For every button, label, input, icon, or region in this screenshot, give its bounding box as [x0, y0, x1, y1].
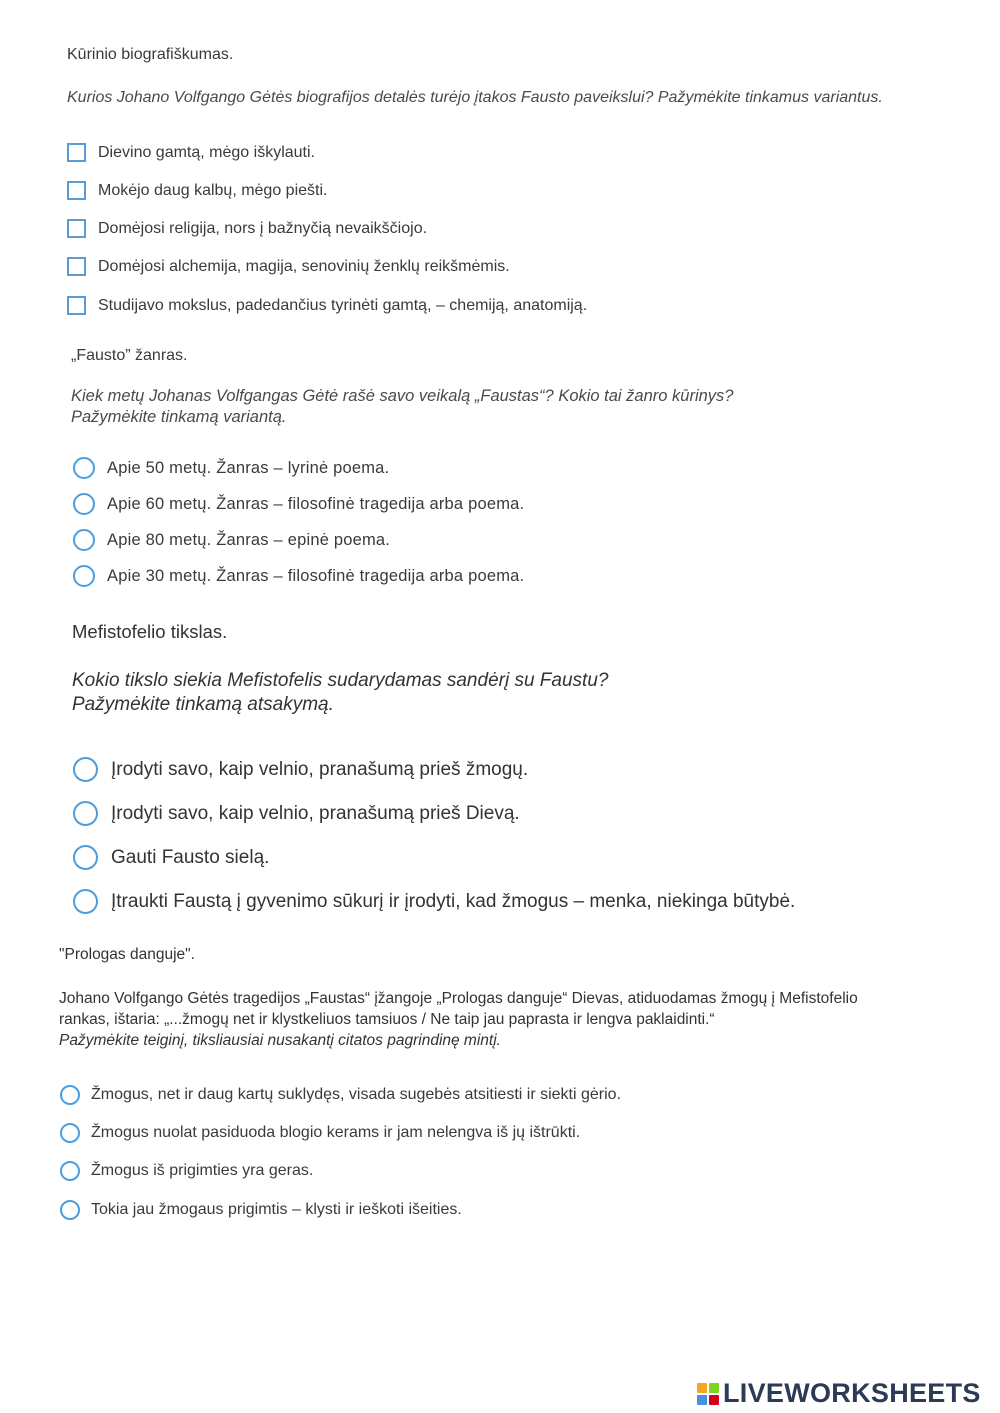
- section1-question: Kurios Johano Volfgango Gėtės biografijos detalės turėjo įtakos Fausto paveikslui? Pažymėkite tinkamus variantus.: [67, 89, 883, 106]
- section4-title: "Prologas danguje".: [59, 946, 195, 963]
- section4-question: Pažymėkite teiginį, tiksliausiai nusakantį citatos pagrindinę mintį.: [59, 1032, 501, 1049]
- option-label: Mokėjo daug kalbų, mėgo piešti.: [98, 181, 328, 199]
- option-label: Dievino gamtą, mėgo iškylauti.: [98, 143, 315, 161]
- radio-button[interactable]: [73, 529, 95, 551]
- text-line: Johano Volfgango Gėtės tragedijos „Faustas“ įžangoje „Prologas danguje“ Dievas, atiduodamas žmogų į Mefistofelio: [59, 990, 858, 1007]
- radio-option-1[interactable]: [73, 457, 389, 479]
- section2-question: [71, 386, 733, 428]
- radio-option-3[interactable]: [73, 845, 269, 870]
- checkbox[interactable]: [67, 296, 86, 315]
- radio-button[interactable]: [60, 1161, 80, 1181]
- checkbox[interactable]: [67, 219, 86, 238]
- radio-option-4[interactable]: [60, 1200, 462, 1220]
- option-label: Gauti Fausto sielą.: [111, 846, 270, 868]
- radio-button[interactable]: [60, 1200, 80, 1220]
- option-label: Apie 50 metų. Žanras – lyrinė poema.: [107, 458, 390, 477]
- section4-text: [59, 988, 858, 1051]
- radio-button[interactable]: [73, 801, 98, 826]
- logo-square: [709, 1395, 719, 1405]
- radio-button[interactable]: [73, 889, 98, 914]
- radio-option-2[interactable]: [73, 493, 524, 515]
- radio-option-1[interactable]: [60, 1085, 621, 1105]
- option-label: Žmogus, net ir daug kartų suklydęs, visada sugebės atsitiesti ir siekti gėrio.: [91, 1086, 622, 1103]
- option-label: Apie 60 metų. Žanras – filosofinė tragedija arba poema.: [107, 494, 525, 513]
- option-label: Įrodyti savo, kaip velnio, pranašumą prieš Dievą.: [111, 802, 520, 824]
- radio-option-3[interactable]: [73, 529, 390, 551]
- logo-text: LIVEWORKSHEETS: [723, 1378, 981, 1408]
- checkbox-option-3[interactable]: [67, 219, 427, 238]
- radio-button[interactable]: [60, 1085, 80, 1105]
- radio-button[interactable]: [60, 1123, 80, 1143]
- radio-option-2[interactable]: [60, 1123, 580, 1143]
- radio-button[interactable]: [73, 757, 98, 782]
- radio-option-4[interactable]: [73, 889, 795, 914]
- checkbox[interactable]: [67, 257, 86, 276]
- liveworksheets-logo: [697, 1378, 981, 1409]
- section1-title: Kūrinio biografiškumas.: [67, 46, 234, 63]
- option-label: Domėjosi religija, nors į bažnyčią nevaikščiojo.: [98, 219, 428, 237]
- option-label: Domėjosi alchemija, magija, senovinių ženklų reikšmėmis.: [98, 257, 510, 275]
- option-label: Studijavo mokslus, padedančius tyrinėti gamtą, – chemiją, anatomiją.: [98, 296, 588, 314]
- radio-button[interactable]: [73, 457, 95, 479]
- question-line: Kiek metų Johanas Volfgangas Gėtė rašė savo veikalą „Faustas“? Kokio tai žanro kūrinys?: [71, 387, 734, 405]
- radio-button[interactable]: [73, 493, 95, 515]
- radio-button[interactable]: [73, 565, 95, 587]
- checkbox[interactable]: [67, 143, 86, 162]
- option-label: Žmogus iš prigimties yra geras.: [91, 1162, 314, 1179]
- option-label: Įtraukti Faustą į gyvenimo sūkurį ir įrodyti, kad žmogus – menka, niekinga būtybė.: [111, 890, 796, 912]
- question-line: Pažymėkite tinkamą atsakymą.: [72, 694, 334, 715]
- question-line: Kokio tikslo siekia Mefistofelis sudarydamas sandėrį su Faustu?: [72, 670, 609, 691]
- option-label: Apie 80 metų. Žanras – epinė poema.: [107, 530, 391, 549]
- option-label: Apie 30 metų. Žanras – filosofinė tragedija arba poema.: [107, 566, 525, 585]
- logo-square: [697, 1395, 707, 1405]
- radio-option-2[interactable]: [73, 801, 520, 826]
- option-label: Tokia jau žmogaus prigimtis – klysti ir ieškoti išeities.: [91, 1201, 462, 1218]
- logo-square: [697, 1383, 707, 1393]
- checkbox[interactable]: [67, 181, 86, 200]
- text-line: rankas, ištaria: „...žmogų net ir klystkeliuos tamsiuos / Ne taip jau paprasta ir lengva paklaidinti.“: [59, 1011, 715, 1028]
- radio-option-4[interactable]: [73, 565, 524, 587]
- section3-question: [72, 669, 608, 717]
- checkbox-option-5[interactable]: [67, 296, 587, 315]
- radio-button[interactable]: [73, 845, 98, 870]
- option-label: Žmogus nuolat pasiduoda blogio kerams ir jam nelengva iš jų ištrūkti.: [91, 1124, 581, 1141]
- question-line: Pažymėkite tinkamą variantą.: [71, 408, 287, 426]
- section3-title: Mefistofelio tikslas.: [72, 621, 228, 642]
- checkbox-option-4[interactable]: [67, 257, 510, 276]
- section2-title: „Fausto” žanras.: [71, 347, 188, 364]
- logo-square: [709, 1383, 719, 1393]
- logo-mark-icon: [697, 1383, 719, 1405]
- checkbox-option-2[interactable]: [67, 181, 327, 200]
- radio-option-3[interactable]: [60, 1161, 313, 1181]
- checkbox-option-1[interactable]: [67, 143, 315, 162]
- option-label: Įrodyti savo, kaip velnio, pranašumą prieš žmogų.: [111, 758, 529, 780]
- radio-option-1[interactable]: [73, 757, 528, 782]
